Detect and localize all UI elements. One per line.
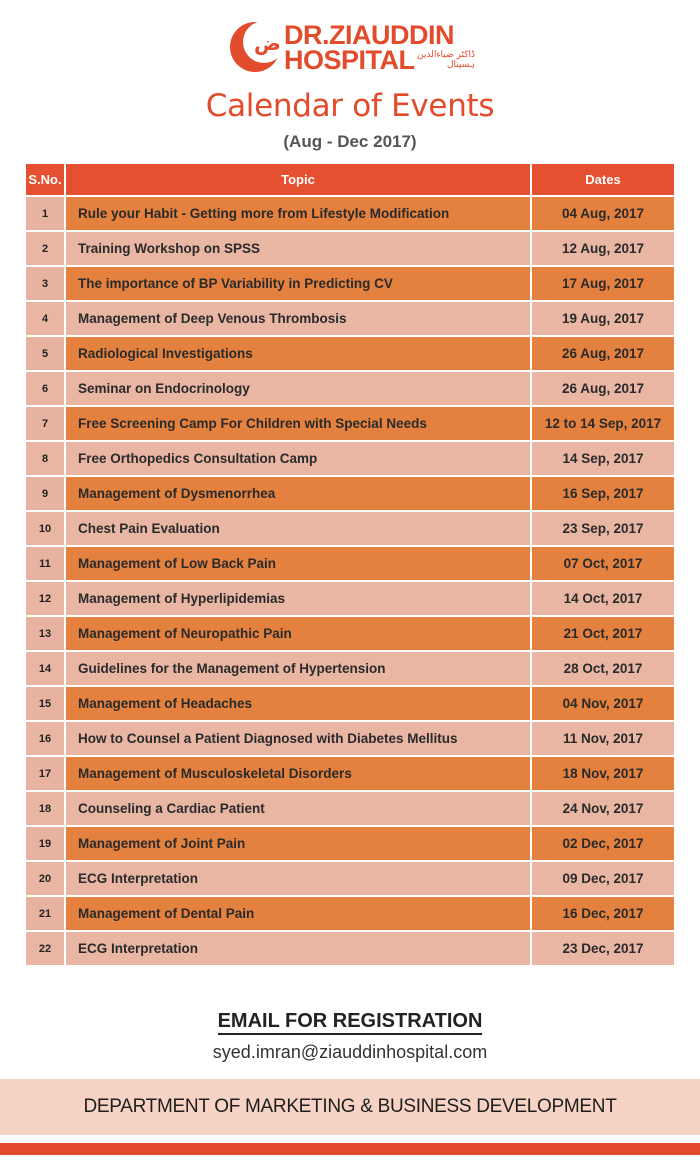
row-date: 16 Sep, 2017 bbox=[532, 477, 674, 512]
row-topic: How to Counsel a Patient Diagnosed with Diabetes Mellitus bbox=[66, 722, 532, 757]
table-row bbox=[26, 862, 674, 897]
table-row bbox=[26, 722, 674, 757]
row-topic: Training Workshop on SPSS bbox=[66, 232, 532, 267]
page-title: Calendar of Events bbox=[205, 88, 495, 124]
row-topic: The importance of BP Variability in Predicting CV bbox=[66, 267, 532, 302]
logo-line1: DR.ZIAUDDIN bbox=[284, 20, 454, 50]
registration-title-text: EMAIL FOR REGISTRATION bbox=[218, 1010, 483, 1035]
row-topic: Chest Pain Evaluation bbox=[66, 512, 532, 547]
row-date: 28 Oct, 2017 bbox=[532, 652, 674, 687]
row-sno: 19 bbox=[26, 827, 66, 862]
logo-line2: HOSPITAL bbox=[284, 45, 415, 75]
table-row bbox=[26, 407, 674, 442]
table-row bbox=[26, 757, 674, 792]
table-row bbox=[26, 477, 674, 512]
row-topic: Management of Deep Venous Thrombosis bbox=[66, 302, 532, 337]
row-date: 11 Nov, 2017 bbox=[532, 722, 674, 757]
row-sno: 21 bbox=[26, 897, 66, 932]
table-row bbox=[26, 617, 674, 652]
row-sno: 13 bbox=[26, 617, 66, 652]
row-sno: 9 bbox=[26, 477, 66, 512]
row-topic: Management of Dysmenorrhea bbox=[66, 477, 532, 512]
logo-urdu-text: ڈاکٹر ضیاءالدین ہسپتال bbox=[417, 50, 475, 70]
row-sno: 22 bbox=[26, 932, 66, 967]
svg-text:ض: ض bbox=[254, 31, 281, 55]
row-sno: 3 bbox=[26, 267, 66, 302]
table-row bbox=[26, 547, 674, 582]
row-topic: Management of Neuropathic Pain bbox=[66, 617, 532, 652]
row-date: 14 Oct, 2017 bbox=[532, 582, 674, 617]
row-date: 04 Aug, 2017 bbox=[532, 197, 674, 232]
row-date: 12 to 14 Sep, 2017 bbox=[532, 407, 674, 442]
table-row bbox=[26, 302, 674, 337]
table-row bbox=[26, 442, 674, 477]
department-banner: DEPARTMENT OF MARKETING & BUSINESS DEVELOPMENT bbox=[0, 1079, 700, 1135]
row-date: 23 Dec, 2017 bbox=[532, 932, 674, 967]
row-date: 19 Aug, 2017 bbox=[532, 302, 674, 337]
row-date: 14 Sep, 2017 bbox=[532, 442, 674, 477]
header-dates: Dates bbox=[532, 164, 674, 197]
table-row bbox=[26, 827, 674, 862]
table-row bbox=[26, 897, 674, 932]
row-date: 16 Dec, 2017 bbox=[532, 897, 674, 932]
row-topic: Management of Headaches bbox=[66, 687, 532, 722]
row-sno: 17 bbox=[26, 757, 66, 792]
row-sno: 4 bbox=[26, 302, 66, 337]
row-sno: 5 bbox=[26, 337, 66, 372]
table-row bbox=[26, 932, 674, 967]
row-date: 12 Aug, 2017 bbox=[532, 232, 674, 267]
row-date: 18 Nov, 2017 bbox=[532, 757, 674, 792]
row-sno: 11 bbox=[26, 547, 66, 582]
row-sno: 20 bbox=[26, 862, 66, 897]
row-sno: 8 bbox=[26, 442, 66, 477]
row-sno: 15 bbox=[26, 687, 66, 722]
row-topic: Seminar on Endocrinology bbox=[66, 372, 532, 407]
registration-title bbox=[0, 1010, 700, 1033]
table-row bbox=[26, 792, 674, 827]
row-date: 26 Aug, 2017 bbox=[532, 372, 674, 407]
row-topic: Management of Low Back Pain bbox=[66, 547, 532, 582]
row-topic: Guidelines for the Management of Hypertension bbox=[66, 652, 532, 687]
row-topic: Rule your Habit - Getting more from Lifestyle Modification bbox=[66, 197, 532, 232]
row-sno: 14 bbox=[26, 652, 66, 687]
row-date: 17 Aug, 2017 bbox=[532, 267, 674, 302]
table-row bbox=[26, 372, 674, 407]
crescent-logo-icon bbox=[228, 16, 286, 74]
row-date: 23 Sep, 2017 bbox=[532, 512, 674, 547]
header-topic: Topic bbox=[66, 164, 532, 197]
row-date: 21 Oct, 2017 bbox=[532, 617, 674, 652]
row-date: 09 Dec, 2017 bbox=[532, 862, 674, 897]
row-date: 02 Dec, 2017 bbox=[532, 827, 674, 862]
row-sno: 10 bbox=[26, 512, 66, 547]
row-sno: 7 bbox=[26, 407, 66, 442]
table-row bbox=[26, 512, 674, 547]
registration-email[interactable]: syed.imran@ziauddinhospital.com bbox=[212, 1042, 488, 1062]
row-date: 24 Nov, 2017 bbox=[532, 792, 674, 827]
table-row bbox=[26, 337, 674, 372]
page-subtitle: (Aug - Dec 2017) bbox=[283, 132, 417, 151]
row-date: 04 Nov, 2017 bbox=[532, 687, 674, 722]
table-row bbox=[26, 652, 674, 687]
table-row bbox=[26, 582, 674, 617]
row-topic: Free Orthopedics Consultation Camp bbox=[66, 442, 532, 477]
hospital-logo bbox=[228, 14, 478, 76]
row-topic: Management of Dental Pain bbox=[66, 897, 532, 932]
bottom-accent-bar bbox=[0, 1143, 700, 1155]
events-table bbox=[26, 164, 674, 967]
table-row bbox=[26, 687, 674, 722]
table-row bbox=[26, 232, 674, 267]
row-topic: ECG Interpretation bbox=[66, 932, 532, 967]
row-sno: 1 bbox=[26, 197, 66, 232]
row-sno: 16 bbox=[26, 722, 66, 757]
row-topic: ECG Interpretation bbox=[66, 862, 532, 897]
row-sno: 6 bbox=[26, 372, 66, 407]
row-topic: Management of Hyperlipidemias bbox=[66, 582, 532, 617]
row-topic: Management of Musculoskeletal Disorders bbox=[66, 757, 532, 792]
row-topic: Counseling a Cardiac Patient bbox=[66, 792, 532, 827]
row-topic: Free Screening Camp For Children with Special Needs bbox=[66, 407, 532, 442]
row-date: 26 Aug, 2017 bbox=[532, 337, 674, 372]
row-sno: 18 bbox=[26, 792, 66, 827]
row-topic: Management of Joint Pain bbox=[66, 827, 532, 862]
row-sno: 12 bbox=[26, 582, 66, 617]
table-row bbox=[26, 197, 674, 232]
table-row bbox=[26, 267, 674, 302]
row-date: 07 Oct, 2017 bbox=[532, 547, 674, 582]
row-sno: 2 bbox=[26, 232, 66, 267]
header-sno: S.No. bbox=[26, 164, 66, 197]
row-topic: Radiological Investigations bbox=[66, 337, 532, 372]
table-header-row bbox=[26, 164, 674, 197]
